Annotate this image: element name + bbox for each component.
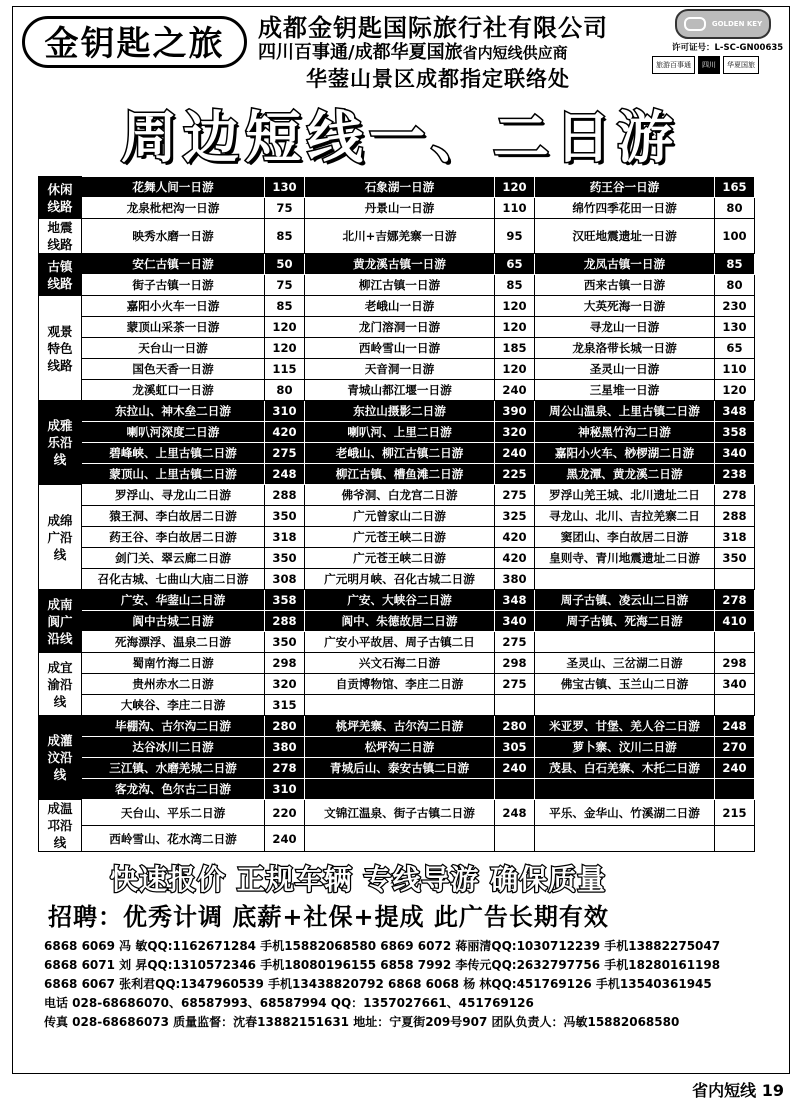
tour-name: 周子古镇、凌云山二日游: [535, 590, 715, 611]
tour-price: 315: [265, 695, 305, 716]
tour-price: 298: [265, 653, 305, 674]
tour-name: 神秘黑竹沟二日游: [535, 422, 715, 443]
tour-price: 350: [265, 548, 305, 569]
tour-price: 240: [495, 443, 535, 464]
tour-name: [535, 695, 715, 716]
tour-price: 358: [265, 590, 305, 611]
tour-name: 药王谷一日游: [535, 177, 715, 198]
tour-name: 三江镇、水磨羌城二日游: [82, 758, 265, 779]
tour-price: 310: [265, 401, 305, 422]
tour-row: [39, 569, 755, 590]
badge-huaxia: 华夏国旅: [723, 56, 759, 74]
tour-price: 240: [495, 380, 535, 401]
tour-name: 药王谷、李白故居二日游: [82, 527, 265, 548]
tour-row: [39, 674, 755, 695]
tour-name: 猿王洞、李白故居二日游: [82, 506, 265, 527]
badge-baishitong: 旅游百事通: [652, 56, 695, 74]
tour-name: 剑门关、翠云廊二日游: [82, 548, 265, 569]
tour-price: 305: [495, 737, 535, 758]
tour-row: [39, 737, 755, 758]
agency-line: 华蓥山景区成都指定联络处: [306, 67, 570, 91]
tour-name: 广元明月峡、召化古城二日游: [305, 569, 495, 590]
route-category: 休闲线路: [39, 177, 82, 219]
tour-price: 288: [715, 506, 755, 527]
golden-key-logo: [675, 9, 771, 39]
tour-price: 130: [265, 177, 305, 198]
tour-name: 佛宝古镇、玉兰山二日游: [535, 674, 715, 695]
tour-name: 佛爷洞、白龙宫二日游: [305, 485, 495, 506]
tour-name: 映秀水磨一日游: [82, 219, 265, 254]
tour-name: 黑龙潭、黄龙溪二日游: [535, 464, 715, 485]
tour-price: 340: [495, 611, 535, 632]
tour-name: 广安小平故居、周子古镇二日: [305, 632, 495, 653]
route-category: 观景特色线路: [39, 296, 82, 401]
tour-name: 丹景山一日游: [305, 198, 495, 219]
tour-name: 寻龙山一日游: [535, 317, 715, 338]
tour-row: [39, 359, 755, 380]
tour-name: 龙溪虹口一日游: [82, 380, 265, 401]
tour-price: 165: [715, 177, 755, 198]
company-name: 成都金钥匙国际旅行社有限公司: [258, 14, 608, 42]
tour-price: 380: [265, 737, 305, 758]
tour-price: 320: [495, 422, 535, 443]
tour-price: 85: [715, 254, 755, 275]
tour-name: 寻龙山、北川、吉拉羌寨二日: [535, 506, 715, 527]
tour-price: 390: [495, 401, 535, 422]
tour-price: 380: [495, 569, 535, 590]
tour-price: 240: [265, 826, 305, 852]
tour-price: 348: [715, 401, 755, 422]
tour-price: 240: [715, 758, 755, 779]
tour-price: 275: [495, 632, 535, 653]
tour-price: 230: [715, 296, 755, 317]
tour-row: [39, 826, 755, 852]
tour-name: 龙门溶洞一日游: [305, 317, 495, 338]
tour-price: 75: [265, 275, 305, 296]
recruit-notice: 招聘：优秀计调 底薪+社保+提成 此广告长期有效: [48, 903, 609, 931]
tour-price: 225: [495, 464, 535, 485]
tour-price: 248: [715, 716, 755, 737]
tour-row: [39, 443, 755, 464]
tour-name: 蜀南竹海二日游: [82, 653, 265, 674]
tour-price: 85: [495, 275, 535, 296]
tour-price: 80: [265, 380, 305, 401]
tour-row: [39, 485, 755, 506]
tour-name: 皇则寺、青川地震遗址二日游: [535, 548, 715, 569]
tour-name: 死海漂浮、温泉二日游: [82, 632, 265, 653]
license-number: 许可证号：L-SC-GN00635: [672, 43, 784, 53]
tour-price: 318: [265, 527, 305, 548]
tour-price: 278: [715, 485, 755, 506]
company-subline: [258, 38, 658, 64]
brand-logo: 金钥匙之旅: [22, 16, 247, 68]
tour-row: [39, 548, 755, 569]
tour-price: 120: [495, 317, 535, 338]
contact-line: 6868 6069 冯 敏QQ:1162671284 手机15882068580 6869 6072 蒋丽清QQ:1030712239 手机13882275047: [44, 939, 721, 953]
tour-price: 50: [265, 254, 305, 275]
tour-price: 308: [265, 569, 305, 590]
tour-name: [305, 826, 495, 852]
tour-price: 340: [715, 443, 755, 464]
route-category: 地震线路: [39, 219, 82, 254]
tour-price: 320: [265, 674, 305, 695]
tour-price: 288: [265, 611, 305, 632]
tour-row: [39, 380, 755, 401]
tour-name: 天台山、平乐二日游: [82, 800, 265, 826]
tour-name: 米亚罗、甘堡、羌人谷二日游: [535, 716, 715, 737]
tour-name: 老峨山、柳江古镇二日游: [305, 443, 495, 464]
fax-line: 传真 028-68686073 质量监督：沈春13882151631 地址：宁夏街209号907 团队负责人：冯敏15882068580: [44, 1015, 680, 1029]
tour-row: [39, 590, 755, 611]
tour-price: 350: [265, 632, 305, 653]
tour-row: [39, 401, 755, 422]
tour-name: 萝卜寨、汶川二日游: [535, 737, 715, 758]
tour-name: 客龙沟、色尔古二日游: [82, 779, 265, 800]
tour-row: [39, 338, 755, 359]
tour-price: 238: [715, 464, 755, 485]
tour-name: 桃坪羌寨、古尔沟二日游: [305, 716, 495, 737]
tour-price: 120: [715, 380, 755, 401]
tour-name: 达谷冰川二日游: [82, 737, 265, 758]
tour-price: 65: [495, 254, 535, 275]
tour-price: 275: [495, 485, 535, 506]
tour-name: 国色天香一日游: [82, 359, 265, 380]
tour-price: 325: [495, 506, 535, 527]
tour-price: 275: [265, 443, 305, 464]
route-category: 成温邛沿线: [39, 800, 82, 852]
tour-name: 阆中古城二日游: [82, 611, 265, 632]
tour-name: 罗浮山、寻龙山二日游: [82, 485, 265, 506]
tour-price: 100: [715, 219, 755, 254]
tour-name: 青城山都江堰一日游: [305, 380, 495, 401]
tour-name: 黄龙溪古镇一日游: [305, 254, 495, 275]
tour-price: 340: [715, 674, 755, 695]
tour-price: 80: [715, 275, 755, 296]
tour-row: [39, 716, 755, 737]
tour-price: 85: [265, 296, 305, 317]
tour-name: 罗浮山羌王城、北川遗址二日: [535, 485, 715, 506]
tour-price: [715, 779, 755, 800]
tour-name: 东拉山摄影二日游: [305, 401, 495, 422]
partner-badges: [652, 56, 759, 74]
tour-price: 120: [265, 317, 305, 338]
tour-row: [39, 632, 755, 653]
tour-row: [39, 177, 755, 198]
tour-name: 喇叭河、上里二日游: [305, 422, 495, 443]
tour-name: 西来古镇一日游: [535, 275, 715, 296]
tour-name: 文锦江温泉、街子古镇二日游: [305, 800, 495, 826]
tour-name: 圣灵山、三岔湖二日游: [535, 653, 715, 674]
tour-price: 310: [265, 779, 305, 800]
tour-price: 75: [265, 198, 305, 219]
tour-name: 龙泉枇杷沟一日游: [82, 198, 265, 219]
tour-name: 汉旺地震遗址一日游: [535, 219, 715, 254]
tour-name: 西岭雪山、花水湾二日游: [82, 826, 265, 852]
tour-price: 110: [715, 359, 755, 380]
tour-price: [495, 695, 535, 716]
tour-price: 275: [495, 674, 535, 695]
tour-row: [39, 219, 755, 254]
tour-price: 120: [265, 338, 305, 359]
tour-price: 85: [265, 219, 305, 254]
tour-price: 318: [715, 527, 755, 548]
tour-name: 石象湖一日游: [305, 177, 495, 198]
contact-line: 6868 6067 张利君QQ:1347960539 手机13438820792 6868 6068 杨 林QQ:451769126 手机13540361945: [44, 977, 712, 991]
tour-name: 安仁古镇一日游: [82, 254, 265, 275]
tour-row: [39, 254, 755, 275]
tour-name: 东拉山、神木垒二日游: [82, 401, 265, 422]
tour-name: 茂县、白石羌寨、木托二日游: [535, 758, 715, 779]
tour-name: 青城后山、泰安古镇二日游: [305, 758, 495, 779]
tour-name: 蒙顶山、上里古镇二日游: [82, 464, 265, 485]
tour-price: 120: [495, 177, 535, 198]
tour-name: 花舞人间一日游: [82, 177, 265, 198]
subline-main: 四川百事通/成都华夏国旅: [258, 42, 463, 63]
tour-row: [39, 695, 755, 716]
tour-price: 248: [495, 800, 535, 826]
tour-name: 广元苍王峡二日游: [305, 548, 495, 569]
tour-name: 广安、大峡谷二日游: [305, 590, 495, 611]
tour-price: 350: [265, 506, 305, 527]
tour-row: [39, 296, 755, 317]
tour-name: 圣灵山一日游: [535, 359, 715, 380]
tour-row: [39, 527, 755, 548]
tour-row: [39, 779, 755, 800]
tour-name: 柳江古镇、槽鱼滩二日游: [305, 464, 495, 485]
tour-name: 北川+吉娜羌寨一日游: [305, 219, 495, 254]
tour-name: 平乐、金华山、竹溪湖二日游: [535, 800, 715, 826]
gk-logo-text: GOLDEN KEY: [711, 20, 763, 28]
tour-price: [495, 779, 535, 800]
tour-price: 280: [495, 716, 535, 737]
tour-name: 兴文石海二日游: [305, 653, 495, 674]
route-category: 成绵广沿线: [39, 485, 82, 590]
tour-row: [39, 464, 755, 485]
tour-name: 周公山温泉、上里古镇二日游: [535, 401, 715, 422]
tour-price: 220: [265, 800, 305, 826]
subline-small: 省内短线供应商: [462, 44, 568, 62]
tour-name: 天台山一日游: [82, 338, 265, 359]
tour-price: 270: [715, 737, 755, 758]
route-category: 成灌汶沿线: [39, 716, 82, 800]
tour-price: [715, 695, 755, 716]
tour-price: 80: [715, 198, 755, 219]
tour-name: 广元苍王峡二日游: [305, 527, 495, 548]
tour-name: [535, 826, 715, 852]
tour-price: 120: [495, 296, 535, 317]
tour-price: 410: [715, 611, 755, 632]
page-title: 周边短线一、二日游: [121, 106, 679, 171]
tour-price: 350: [715, 548, 755, 569]
tour-row: [39, 198, 755, 219]
tour-price: [495, 826, 535, 852]
tour-name: 窦团山、李白故居二日游: [535, 527, 715, 548]
route-category: 成雅乐沿线: [39, 401, 82, 485]
tour-name: 广安、华蓥山二日游: [82, 590, 265, 611]
contact-line: 6868 6071 刘 昇QQ:1310572346 手机18080196155 6858 7992 李传元QQ:2632797756 手机18280161198: [44, 958, 721, 972]
tour-name: 毕棚沟、古尔沟二日游: [82, 716, 265, 737]
tour-name: 阆中、朱德故居二日游: [305, 611, 495, 632]
tour-name: 贵州赤水二日游: [82, 674, 265, 695]
tour-row: [39, 611, 755, 632]
tour-price: 298: [495, 653, 535, 674]
tour-price: [715, 826, 755, 852]
tour-name: 蒙顶山采茶一日游: [82, 317, 265, 338]
page-footer: 省内短线 19: [692, 1081, 784, 1100]
tour-price: 110: [495, 198, 535, 219]
tour-price: 95: [495, 219, 535, 254]
tour-price: 240: [495, 758, 535, 779]
tour-name: 天音洞一日游: [305, 359, 495, 380]
tour-row: [39, 317, 755, 338]
tour-price: 288: [265, 485, 305, 506]
badge-sichuan: 四川: [698, 56, 720, 74]
tour-price: [715, 632, 755, 653]
tour-price: 358: [715, 422, 755, 443]
tour-table: [38, 176, 755, 852]
tour-name: 老峨山一日游: [305, 296, 495, 317]
tour-name: 嘉阳小火车、桫椤湖二日游: [535, 443, 715, 464]
tour-name: 大峡谷、李庄二日游: [82, 695, 265, 716]
tour-price: 185: [495, 338, 535, 359]
tour-name: 柳江古镇一日游: [305, 275, 495, 296]
tour-name: [305, 695, 495, 716]
tour-price: 420: [265, 422, 305, 443]
tour-price: 278: [715, 590, 755, 611]
tour-price: 278: [265, 758, 305, 779]
tour-name: 嘉阳小火车一日游: [82, 296, 265, 317]
tour-name: [305, 779, 495, 800]
tour-price: 130: [715, 317, 755, 338]
route-category: 成宜渝沿线: [39, 653, 82, 716]
tour-name: 大英死海一日游: [535, 296, 715, 317]
tour-row: [39, 422, 755, 443]
tour-name: [535, 569, 715, 590]
key-icon: [684, 17, 706, 31]
tour-row: [39, 506, 755, 527]
tour-name: [535, 632, 715, 653]
route-category: 古镇线路: [39, 254, 82, 296]
tour-price: 280: [265, 716, 305, 737]
tour-name: 碧峰峡、上里古镇二日游: [82, 443, 265, 464]
tour-name: [535, 779, 715, 800]
tour-price: 248: [265, 464, 305, 485]
tour-name: 龙泉洛带长城一日游: [535, 338, 715, 359]
tour-price: [715, 569, 755, 590]
tour-price: 115: [265, 359, 305, 380]
tour-row: [39, 653, 755, 674]
slogan: 快速报价 正规车辆 专线导游 确保质量: [110, 863, 607, 896]
tour-row: [39, 275, 755, 296]
phone-line: 电话 028-68686070、68587993、68587994 QQ：1357027661、451769126: [44, 996, 534, 1010]
tour-name: 召化古城、七曲山大庙二日游: [82, 569, 265, 590]
tour-name: 广元曾家山二日游: [305, 506, 495, 527]
tour-row: [39, 758, 755, 779]
tour-name: 西岭雪山一日游: [305, 338, 495, 359]
tour-name: 街子古镇一日游: [82, 275, 265, 296]
tour-name: 喇叭河深度二日游: [82, 422, 265, 443]
tour-price: 120: [495, 359, 535, 380]
tour-price: 420: [495, 548, 535, 569]
tour-name: 三星堆一日游: [535, 380, 715, 401]
tour-name: 龙凤古镇一日游: [535, 254, 715, 275]
tour-price: 65: [715, 338, 755, 359]
tour-name: 松坪沟二日游: [305, 737, 495, 758]
tour-name: 自贡博物馆、李庄二日游: [305, 674, 495, 695]
tour-price: 348: [495, 590, 535, 611]
tour-row: [39, 800, 755, 826]
tour-price: 298: [715, 653, 755, 674]
tour-price: 215: [715, 800, 755, 826]
route-category: 成南阆广沿线: [39, 590, 82, 653]
tour-price: 420: [495, 527, 535, 548]
tour-name: 周子古镇、死海二日游: [535, 611, 715, 632]
tour-name: 绵竹四季花田一日游: [535, 198, 715, 219]
